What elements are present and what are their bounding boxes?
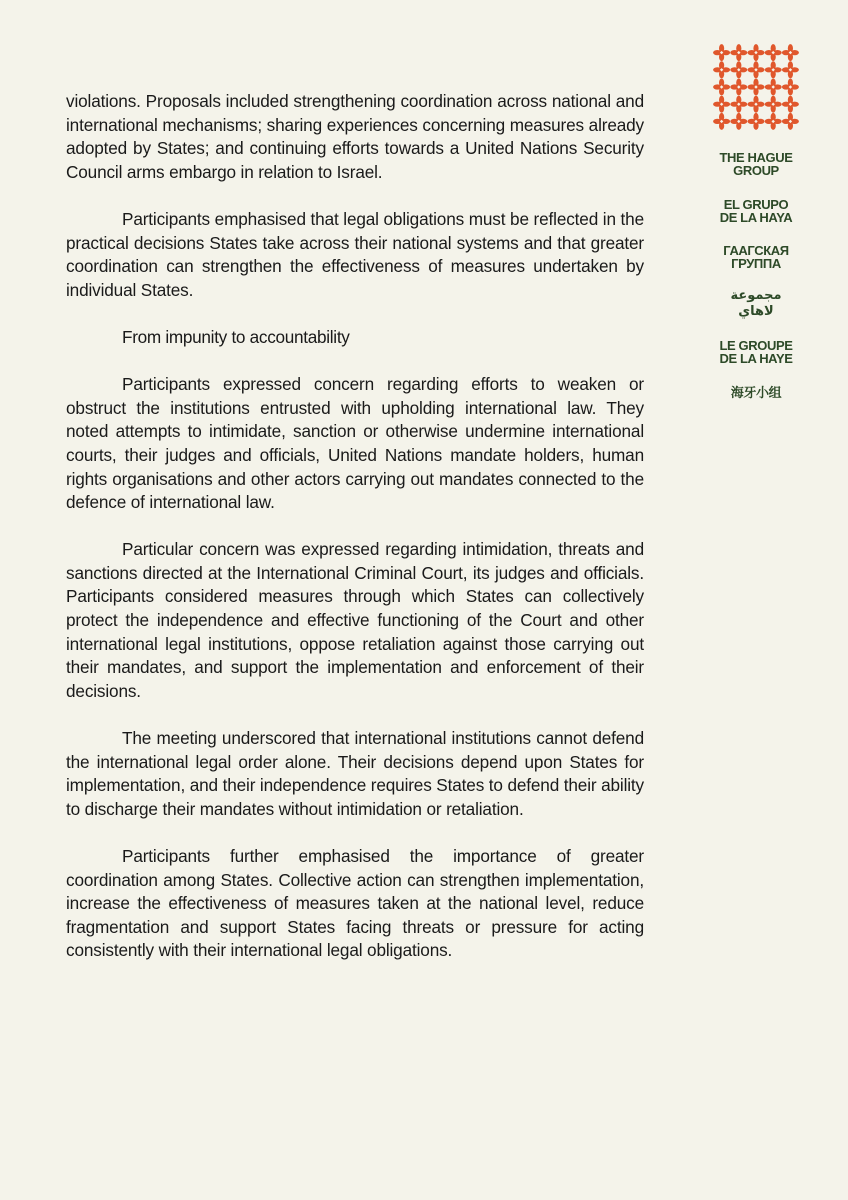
name-russian: ГААГСКАЯ ГРУППА	[723, 243, 789, 271]
paragraph-institutions-concern: Participants expressed concern regarding efforts to weaken or obstruct the institutions entrusted with upholding international law. They noted attempts to intimidate, sanction or otherwise undermine international courts, their judges and officials, United Nations mandate holders, human rights organisations and other actors carrying out mandates connected to the defence of international law.	[66, 374, 644, 513]
name-french: LE GROUPE DE LA HAYE	[719, 338, 793, 366]
name-spanish: EL GRUPO DE LA HAYA	[719, 197, 793, 225]
sidebar-branding	[696, 44, 816, 399]
paragraph-icc-concern: Particular concern was expressed regarding intimidation, threats and sanctions directed at the International Criminal Court, its judges and officials. Participants considered measures through which States can collectively protect the independence and effective functioning of the Court and other international legal institutions, oppose retaliation against those carrying out their mandates, and support the implementation and enforcement of their decisions.	[66, 539, 644, 701]
name-chinese: 海牙小组	[730, 385, 782, 400]
document-body	[66, 90, 644, 963]
section-heading: From impunity to accountability	[122, 326, 350, 347]
paragraph-coordination-importance: Participants further emphasised the importance of greater coordination among States. Collective action can strengthen implementation, increase the effectiveness of measures taken at the national level, reduce fragmentation and support States facing threats or pressure for acting consistently with their international legal obligations.	[66, 846, 644, 961]
paragraph-legal-obligations: Participants emphasised that legal obligations must be reflected in the practical decisions States take across their national systems and that greater coordination can strengthen the effectiveness of measures undertaken by individual States.	[66, 208, 644, 300]
name-english: THE HAGUE GROUP	[719, 150, 793, 178]
paragraph-institutions-defence: The meeting underscored that international institutions cannot defend the international legal order alone. Their decisions depend upon States for implementation, and their independence requires States to defend their ability to discharge their mandates without intimidation or retaliation.	[66, 728, 644, 819]
name-arabic: مجموعة لاهاي	[730, 287, 782, 318]
geometric-pattern-logo-icon	[713, 44, 799, 130]
paragraph-coordination-proposals: violations. Proposals included strengthening coordination across national and international mechanisms; sharing experiences concerning measures already adopted by States; and continuing efforts towards a United Nations Security Council arms embargo in relation to Israel.	[66, 91, 644, 182]
